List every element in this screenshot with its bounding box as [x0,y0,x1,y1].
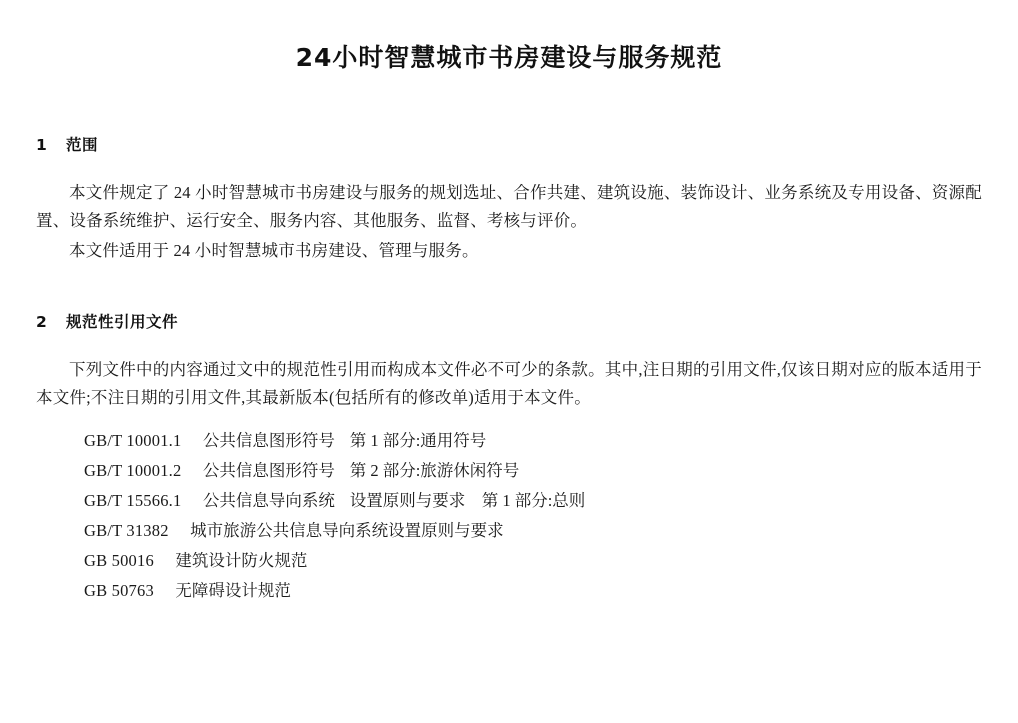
reference-name: 城市旅游公共信息导向系统设置原则与要求 [190,521,504,541]
clause-2-heading [36,310,982,332]
reference-code: GB/T 10001.2 [84,461,182,481]
list-item [36,516,982,546]
reference-code: GB/T 31382 [84,521,169,541]
list-item [36,486,982,516]
clause-2-title: 规范性引用文件 [66,312,179,331]
list-item [36,426,982,456]
clause-1-paragraph-2: 本文件适用于 24 小时智慧城市书房建设、管理与服务。 [69,241,479,261]
normative-references-list [36,426,982,606]
page-title: 24小时智慧城市书房建设与服务规范 [295,43,723,72]
reference-name: 建筑设计防火规范 [175,551,308,571]
reference-code: GB 50763 [84,581,154,601]
reference-part: 第 2 部分:旅游休闲符号 [349,461,520,481]
clause-1-number: 1 [36,135,48,154]
reference-part: 第 1 部分:通用符号 [349,431,487,451]
reference-name: 公共信息导向系统 [202,491,335,511]
reference-name: 公共信息图形符号 [202,461,335,481]
clause-2-paragraph-1: 下列文件中的内容通过文中的规范性引用而构成本文件必不可少的条款。其中,注日期的引用文件,仅该日期对应的版本适用于本文件;不注日期的引用文件,其最新版本(包括所有的修改单)适用于本文件。 [36,359,982,407]
reference-name: 公共信息图形符号 [202,431,335,451]
list-item [36,546,982,576]
clause-1-paragraph-1: 本文件规定了 24 小时智慧城市书房建设与服务的规划选址、合作共建、建筑设施、装饰设计、业务系统及专用设备、资源配置、设备系统维护、运行安全、服务内容、其他服务、监督、考核与评价。 [36,182,982,230]
reference-code: GB/T 15566.1 [84,491,182,511]
list-item [36,576,982,606]
reference-code: GB/T 10001.1 [84,431,182,451]
list-item [36,456,982,486]
clause-2-number: 2 [36,312,48,331]
reference-name: 无障碍设计规范 [175,581,291,601]
document-page [0,42,1018,723]
clause-1-heading [36,133,982,155]
reference-code: GB 50016 [84,551,154,571]
clause-1-title: 范围 [66,135,99,154]
clause-1-body [36,179,982,266]
clause-2-body [36,356,982,413]
reference-part: 设置原则与要求 第 1 部分:总则 [349,491,586,511]
